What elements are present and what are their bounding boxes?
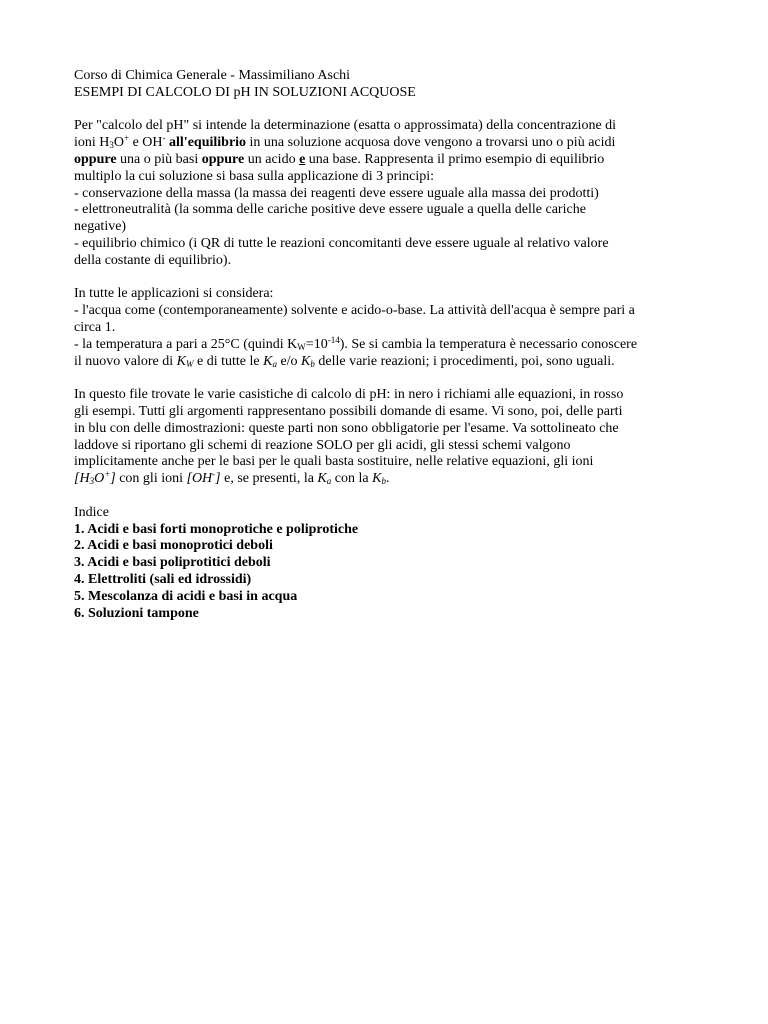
file-info-paragraph xyxy=(74,387,698,488)
applications-line: - l'acqua come (contemporaneamente) solvente e acido-o-base. La attività dell'acqua è sempre pari a xyxy=(74,303,635,319)
applications-paragraph xyxy=(74,286,698,370)
document-page xyxy=(74,68,698,622)
index-item-5[interactable]: 5. Mescolanza di acidi e basi in acqua xyxy=(74,588,298,604)
principle-mass: - conservazione della massa (la massa dei reagenti deve essere uguale alla massa dei prodotti) xyxy=(74,185,599,201)
intro-line: ioni $H_3O^+$ e OH- all'equilibrio in una soluzione acquosa dove vengono a trovarsi uno o più acidi xyxy=(74,133,616,151)
applications-line: In tutte le applicazioni si considera: xyxy=(74,286,274,302)
file-info-line: In questo file trovate le varie casistiche di calcolo di pH: in nero i richiami alle equazioni, in rosso xyxy=(74,387,624,403)
intro-paragraph xyxy=(74,118,698,269)
index-item-6[interactable]: 6. Soluzioni tampone xyxy=(74,605,199,621)
index-item-3[interactable]: 3. Acidi e basi poliprotitici deboli xyxy=(74,555,271,571)
document-header xyxy=(74,68,698,102)
intro-line: multiplo la cui soluzione si basa sulla applicazione di 3 principi: xyxy=(74,168,435,184)
file-info-line: in blu con delle dimostrazioni: queste parti non sono obbligatorie per l'esame. Va sottolineato che xyxy=(74,420,619,436)
principle-equilibrium-cont: della costante di equilibrio). xyxy=(74,252,232,268)
file-info-line: laddove si riportano gli schemi di reazione SOLO per gli acidi, gli stessi schemi valgono xyxy=(74,437,571,453)
index-section xyxy=(74,505,698,623)
intro-line: oppure una o più basi oppure un acido e una base. Rappresenta il primo esempio di equilibrio xyxy=(74,151,605,167)
principle-equilibrium: - equilibrio chimico (i QR di tutte le reazioni concomitanti deve essere uguale al relativo valore xyxy=(74,235,609,251)
applications-line: circa 1. xyxy=(74,319,116,335)
index-title: Indice xyxy=(74,504,109,520)
applications-line: il nuovo valore di $K_W$ e di tutte le $K_a$ e/o $K_b$ delle varie reazioni; i procedimenti, poi, sono uguali. xyxy=(74,353,615,369)
course-title: Corso di Chimica Generale - Massimiliano Aschi xyxy=(74,68,351,83)
index-item-1[interactable]: 1. Acidi e basi forti monoprotiche e poliprotiche xyxy=(74,521,359,537)
principle-electroneutrality: - elettroneutralità (la somma delle cariche positive deve essere uguale a quella delle cariche xyxy=(74,202,586,218)
file-info-line: implicitamente anche per le basi per le quali basta sostituire, nelle relative equazioni, gli ioni xyxy=(74,454,594,470)
intro-line: Per "calcolo del pH" si intende la determinazione (esatta o approssimata) della concentrazione di xyxy=(74,118,617,134)
index-item-4[interactable]: 4. Elettroliti (sali ed idrossidi) xyxy=(74,571,252,587)
index-item-2[interactable]: 2. Acidi e basi monoprotici deboli xyxy=(74,538,273,554)
file-info-line: $[H_3O^+]$ con gli ioni [OH-] e, se presenti, la $K_a$ con la $K_b$. xyxy=(74,469,390,487)
emphasis-equilibrium: all'equilibrio xyxy=(169,135,247,151)
principle-electroneutrality-cont: negative) xyxy=(74,219,127,235)
document-title: ESEMPI DI CALCOLO DI pH IN SOLUZIONI ACQUOSE xyxy=(74,84,416,100)
file-info-line: gli esempi. Tutti gli argomenti rappresentano possibili domande di esame. Vi sono, poi, delle parti xyxy=(74,403,623,419)
applications-line: - la temperatura a pari a 25°C (quindi $K_W=10^{-14}$). Se si cambia la temperatura è necessario conoscere xyxy=(74,334,638,352)
